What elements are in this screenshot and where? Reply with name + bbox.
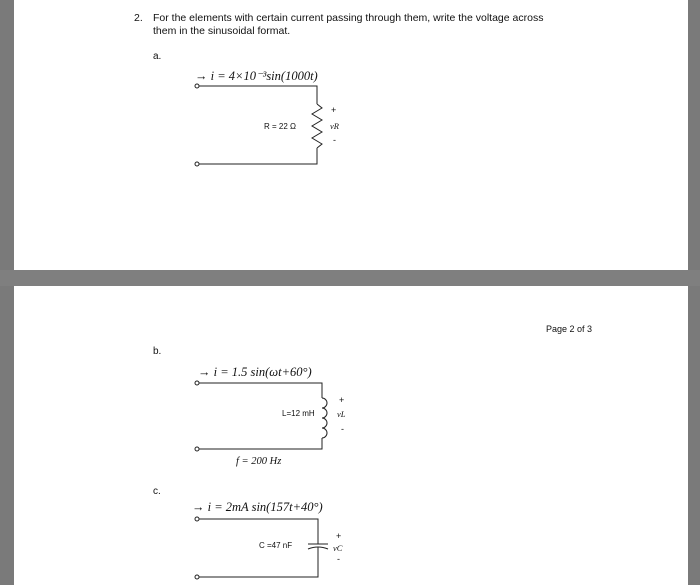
- wire-top-a: [199, 86, 317, 104]
- capacitor-minus-sign: -: [337, 554, 340, 564]
- part-c-current-equation: [192, 500, 323, 515]
- question-text-line-2: them in the sinusoidal format.: [153, 25, 291, 37]
- terminal-bottom-a: [195, 162, 199, 166]
- capacitor-plus-sign: +: [336, 531, 342, 541]
- page-number: Page 2 of 3: [546, 324, 593, 334]
- wire-bottom-b: [199, 438, 322, 449]
- terminal-bottom-c: [195, 575, 199, 579]
- current-expression: i = 2mA sin(157t+40°): [207, 500, 323, 514]
- wire-bottom-c: [199, 547, 318, 577]
- current-arrow: →: [198, 365, 211, 379]
- resistor-circuit: [195, 84, 322, 166]
- resistor-symbol: [312, 104, 322, 148]
- inductor-symbol: [322, 398, 327, 438]
- question-text-line-1: For the elements with certain current passing through them, write the voltage across: [153, 12, 544, 24]
- wire-top-b: [199, 383, 322, 398]
- part-c-label: c.: [153, 486, 161, 497]
- wire-bottom-a: [199, 148, 317, 164]
- inductor-label: L=12 mH: [282, 409, 315, 418]
- inductor-plus-sign: +: [339, 395, 345, 405]
- capacitor-voltage-symbol: vC: [333, 543, 343, 553]
- terminal-top-c: [195, 517, 199, 521]
- terminal-top-b: [195, 381, 199, 385]
- inductor-voltage-symbol: vL: [337, 409, 346, 419]
- frequency-label: f = 200 Hz: [236, 456, 282, 467]
- current-arrow: →: [192, 500, 205, 514]
- question-number: 2.: [134, 12, 143, 24]
- part-a-label: a.: [153, 51, 162, 62]
- inductor-minus-sign: -: [341, 424, 344, 434]
- current-arrow: →: [195, 69, 208, 83]
- resistor-minus-sign: -: [333, 135, 336, 145]
- current-expression: i = 1.5 sin(ωt+60°): [213, 365, 312, 379]
- part-b-label: b.: [153, 346, 162, 357]
- terminal-bottom-b: [195, 447, 199, 451]
- current-expression: i = 4×10⁻³sin(1000t): [210, 69, 318, 83]
- part-b-current-equation: [198, 365, 312, 380]
- resistor-voltage-symbol: vR: [330, 121, 339, 131]
- resistor-label: R = 22 Ω: [264, 122, 296, 131]
- capacitor-label: C =47 nF: [259, 541, 293, 550]
- terminal-top-a: [195, 84, 199, 88]
- resistor-plus-sign: +: [331, 105, 337, 115]
